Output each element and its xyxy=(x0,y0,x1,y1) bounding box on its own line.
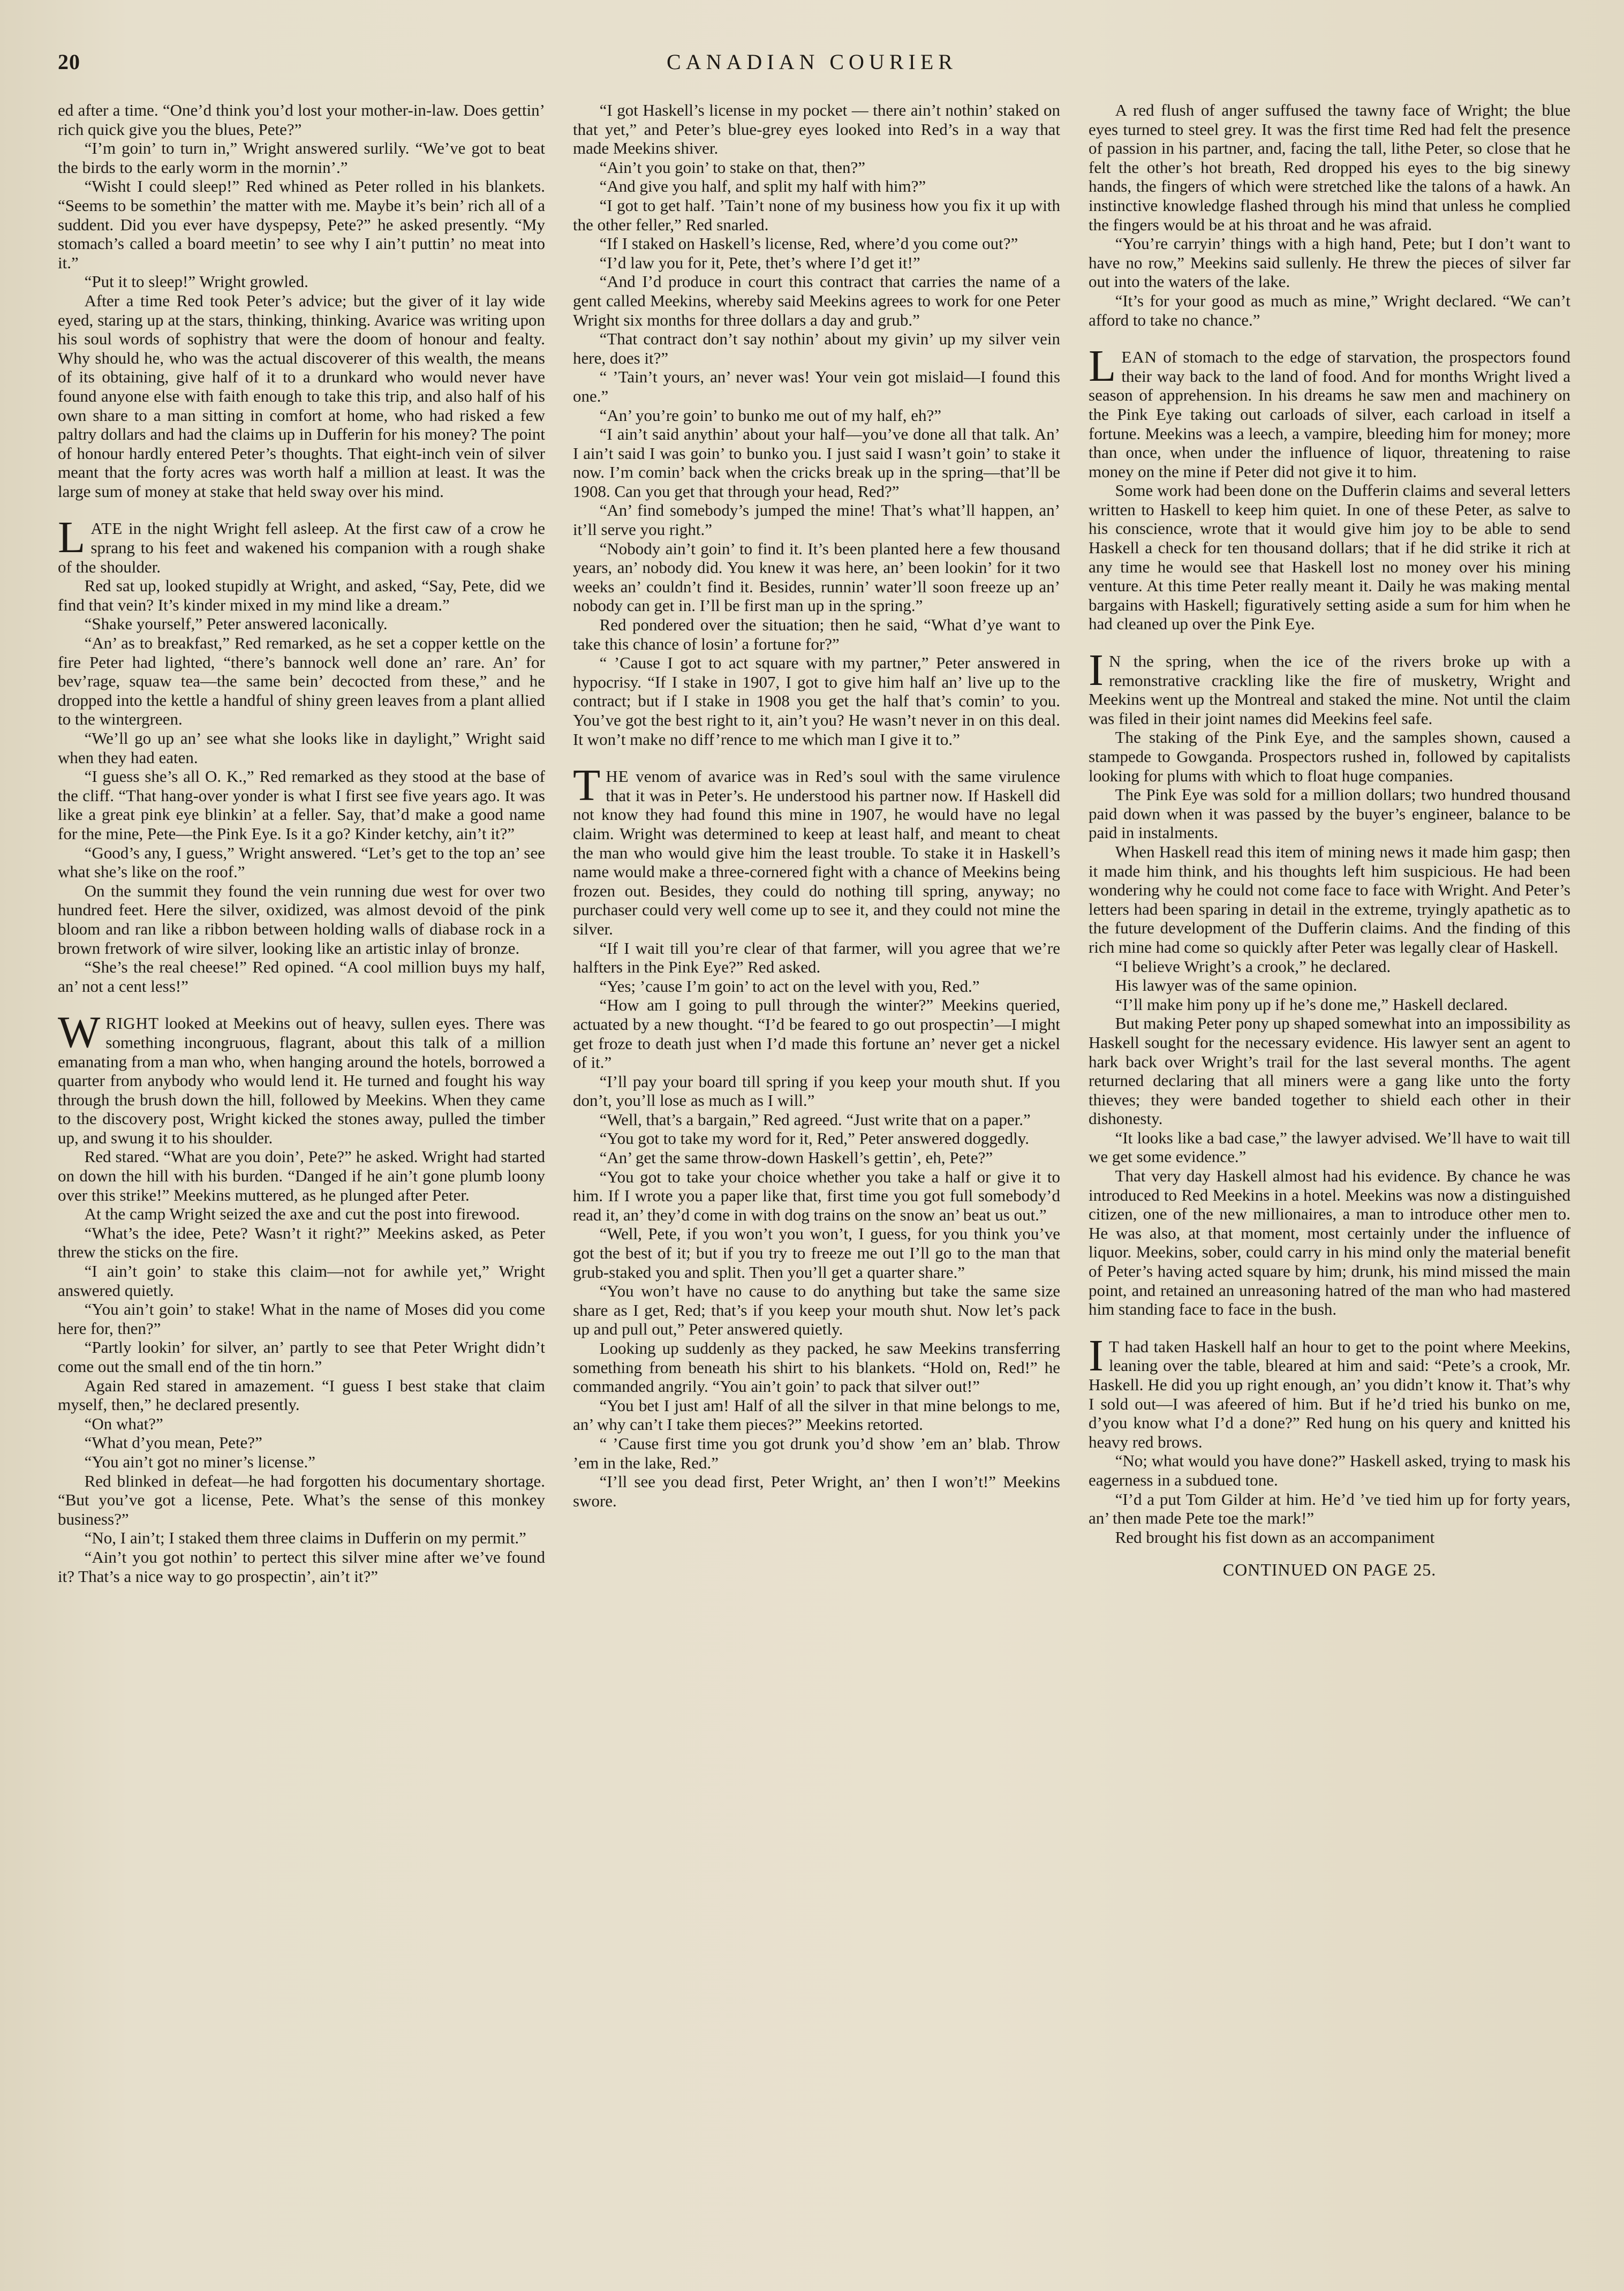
paragraph: “I’ll make him pony up if he’s done me,” Haskell declared. xyxy=(1115,994,1508,1014)
paragraph: “I ain’t goin’ to stake this claim—not for awhile yet,” Wright answered quietly. xyxy=(58,1262,545,1300)
section-opening xyxy=(1089,645,1570,728)
page-number: 20 xyxy=(58,50,80,74)
section-text: looked at Meekins out of heavy, sullen eyes. There was something incongruous, flagrant, about this talk of a million emanating from a man who, when hanging around the hotels, borrowed a quarter from anybody who would lend it. He turned and fought his way through the brush down the hill, followed by Meekins. When they came to the discovery post, Wright kicked the stones away, pulled the timber up, and swung it to his shoulder. xyxy=(58,1014,545,1147)
paragraph: “What d’you mean, Pete?” xyxy=(84,1433,262,1452)
lead-in: T xyxy=(1108,1337,1120,1356)
paragraph: That very day Haskell almost had his evidence. By chance he was introduced to Red Meekins in a hotel. Meekins was now a distinguished citizen, one of the new millionaires, a man to introduce other men to. He was also, at that moment, most certainly under the influence of liquor. Meekins, sober, could carry in his mind only the material benefit of Peter’s having acted square by him; drunk, his mind missed the main point, and retained an unreasoning hatred of the man who had mastered him standing face to face in the bush. xyxy=(1089,1166,1570,1319)
paragraph: “You ain’t got no miner’s license.” xyxy=(84,1452,315,1471)
paragraph: “Put it to sleep!” Wright growled. xyxy=(84,272,308,291)
section-text: venom of avarice was in Red’s soul with the same virulence that it was in Peter’s. He understood his partner now. If Haskell did not know they had found this mine in 1907, he would have no legal claim. Wright was determined to keep at least half, and meant to cheat the man who would give him the least trouble. To stake it in Haskell’s name would make a three-cornered fight with a chance of Meekins being frozen out. Besides, they could do nothing till spring, anyway; no purchaser could very well come up to see it, and they could not mine the silver. xyxy=(573,767,1060,938)
paragraph: “Well, Pete, if you won’t you won’t, I guess, for you think you’ve got the best of it; but if you try to freeze me out I’ll go to the man that grub-staked you and split. Then you’ll get a quarter share.” xyxy=(573,1224,1060,1282)
section-opening xyxy=(573,760,1060,938)
paragraph: “You got to take my word for it, Red,” Peter answered doggedly. xyxy=(599,1129,1029,1148)
drop-cap: I xyxy=(1089,645,1104,696)
paragraph: Again Red stared in amazement. “I guess I best stake that claim myself, then,” he declared presently. xyxy=(58,1376,545,1414)
paragraph: “Shake yourself,” Peter answered laconically. xyxy=(84,614,388,634)
section-text: the spring, when the ice of the rivers broke up with a remonstrative crackling like the fire of musketry, Wright and Meekins went up the Montreal and staked the mine. Not until the claim was filed in their joint names did Meekins feel safe. xyxy=(1089,652,1570,728)
paragraph: Some work had been done on the Dufferin claims and several letters written to Haskell to keep him quiet. In one of these Peter, as salve to his conscience, wrote that it would give him joy to be able to send Haskell a check for ten thousand dollars; that if he did strike it rich at any time he would see that Haskell lost no money over his mining venture. At this time Peter really meant it. Daily he was making mental bargains with Haskell; figuratively setting aside a sum for him when he had cleaned up over the Pink Eye. xyxy=(1089,481,1570,634)
paragraph: “I’m goin’ to turn in,” Wright answered surlily. “We’ve got to beat the birds to the early worm in the mornin’.” xyxy=(58,139,545,177)
paragraph: “An’ as to breakfast,” Red remarked, as he set a copper kettle on the fire Peter had lighted, “there’s bannock well done an’ rare. An’ for bev’rage, squaw tea—the same bein’ decocted from these,” and he dropped into the kettle a handful of shiny green leaves from a plant allied to the wintergreen. xyxy=(58,634,545,729)
section-opening xyxy=(58,513,545,576)
section-text: in the night Wright fell asleep. At the first caw of a crow he sprang to his feet and wakened his companion with a rough shake of the shoulder. xyxy=(58,519,545,576)
paragraph: “Good’s any, I guess,” Wright answered. “Let’s get to the top an’ see what she’s like on the roof.” xyxy=(58,843,545,881)
paragraph: On the summit they found the vein running due west for over two hundred feet. Here the silver, oxidized, was almost devoid of the pink bloom and ran like a ribbon between holding walls of diabase rock in a brown fretwork of wire silver, looking like an artistic inlay of bronze. xyxy=(58,881,545,958)
drop-cap: T xyxy=(573,760,601,811)
paragraph: But making Peter pony up shaped somewhat into an impossibility as Haskell sought for the necessary evidence. His lawyer sent an agent to hark back over Wright’s trail for the last several months. The agent returned declaring that all miners were a gang like unto the forty thieves; they were banded together to shield each other in their dishonesty. xyxy=(1089,1014,1570,1128)
section-opening xyxy=(1089,1330,1570,1452)
paragraph: The staking of the Pink Eye, and the samples shown, caused a stampede to Gowganda. Prospectors rushed in, followed by capitalists looking for plums with which to float huge companies. xyxy=(1089,728,1570,785)
paragraph: “I ain’t said anythin’ about your half—you’ve done all that talk. An’ I ain’t said I was goin’ to bunko you. I just said I wasn’t goin’ to stake it now. I’m comin’ back when the cricks break up in the spring—that’ll be 1908. Can you get that through your head, Red?” xyxy=(573,425,1060,501)
paragraph: “I guess she’s all O. K.,” Red remarked as they stood at the base of the cliff. “That hang-over yonder is what I first see five years ago. It was like a great pink eye blinkin’ at a feller. Say, that’d make a good name for the mine, Pete—the Pink Eye. Is it a go? Kinder ketchy, ain’t it?” xyxy=(58,767,545,843)
paragraph: “An’ you’re goin’ to bunko me out of my half, eh?” xyxy=(599,405,942,425)
paragraph: “ ’Cause I got to act square with my partner,” Peter answered in hypocrisy. “If I stake in 1907, I got to give him half an’ live up to the contract; but if I stake in 1908 you get the half that’s comin’ to you. You’ve got the best right to it, ain’t you? He wasn’t never in on this deal. It won’t make no diff’rence to me which man I give it to.” xyxy=(573,653,1060,749)
paragraph: “Well, that’s a bargain,” Red agreed. “Just write that on a paper.” xyxy=(599,1110,1031,1129)
paragraph: “You’re carryin’ things with a high hand, Pete; but I don’t want to have no row,” Meekins said sullenly. He threw the pieces of silver far out into the waters of the lake. xyxy=(1089,234,1570,291)
paragraph: When Haskell read this item of mining news it made him gasp; then it made him think, and his thoughts left him suspicious. He had been wondering why he could not come face to face with Wright. And Peter’s letters had been sparing in detail in the extreme, tryingly apathetic as to the future development of the Dufferin claims. And the finding of this rich mine had come so quickly after Peter was legally clear of Haskell. xyxy=(1089,842,1570,956)
paragraph: “Ain’t you goin’ to stake on that, then?” xyxy=(599,157,866,177)
paragraph: “Nobody ain’t goin’ to find it. It’s been planted here a few thousand years, an’ nobody did. You knew it was here, an’ been lookin’ for it two weeks an’ couldn’t find it. Besides, runnin’ water’ll soon freeze up an’ nobody can get in. I’ll be first man up in the spring.” xyxy=(573,539,1060,615)
paragraph: “And give you half, and split my half with him?” xyxy=(599,177,926,196)
paragraph: “No; what would you have done?” Haskell asked, trying to mask his eagerness in a subdued tone. xyxy=(1089,1451,1570,1489)
paragraph: “What’s the idee, Pete? Wasn’t it right?” Meekins asked, as Peter threw the sticks on the fire. xyxy=(58,1223,545,1262)
section-text: had taken Haskell half an hour to get to the point where Meekins, leaning over the table, bleared at him and said: “Pete’s a crook, Mr. Haskell. He did you up right enough, an’ you didn’t know it. That’s why I sold out—I was afeered of him. But if he’d tried his bunko on me, d’you know what I’d a done?” Red hung on his query and knitted his heavy red brows. xyxy=(1089,1337,1570,1451)
section-opening xyxy=(58,1007,545,1147)
drop-cap: I xyxy=(1089,1330,1104,1381)
paragraph: “Ain’t you got nothin’ to pertect this silver mine after we’ve found it? That’s a nice way to go prospectin’, ain’t it?” xyxy=(58,1547,545,1586)
lead-in: ATE xyxy=(90,519,123,538)
paragraph: Red stared. “What are you doin’, Pete?” he asked. Wright had started on down the hill with his burden. “Danged if he ain’t gone plumb loony over this strike!” Meekins muttered, as he plunged after Peter. xyxy=(58,1147,545,1204)
paragraph: “No, I ain’t; I staked them three claims in Dufferin on my permit.” xyxy=(84,1528,526,1548)
paragraph: “And I’d produce in court this contract that carries the name of a gent called Meekins, whereby said Meekins agrees to work for one Peter Wright six months for three dollars a day and grub.” xyxy=(573,272,1060,329)
paragraph: Red sat up, looked stupidly at Wright, and asked, “Say, Pete, did we find that vein? It’s kinder mixed in my mind like a dream.” xyxy=(58,576,545,614)
paragraph: “If I staked on Haskell’s license, Red, where’d you come out?” xyxy=(599,234,1018,253)
lead-in: HE xyxy=(606,767,629,786)
paragraph: “She’s the real cheese!” Red opined. “A cool million buys my half, an’ not a cent less!” xyxy=(58,958,545,996)
paragraph: At the camp Wright seized the axe and cut the post into firewood. xyxy=(84,1204,520,1224)
paragraph: Looking up suddenly as they packed, he saw Meekins transferring something from beneath his shirt to his blankets. “Hold on, Red!” he commanded angrily. “You ain’t goin’ to pack that silver out!” xyxy=(573,1339,1060,1396)
column-3 xyxy=(1089,101,1570,1580)
paragraph: “An’ get the same throw-down Haskell’s gettin’, eh, Pete?” xyxy=(599,1148,993,1167)
lead-in: EAN xyxy=(1121,348,1158,367)
lead-in: RIGHT xyxy=(105,1014,160,1033)
paragraph: “ ’Cause first time you got drunk you’d show ’em an’ blab. Throw ’em in the lake, Red.” xyxy=(573,1434,1060,1472)
section-text: of stomach to the edge of starvation, the prospectors found their way back to the land of food. And for months Wright lived a season of apprehension. In his dreams he saw men and machinery on the Pink Eye taking out carloads of silver, each carload in itself a fortune. Meekins was a leech, a vampire, bleeding him for money; more than once, when under the influence of liquor, threatening to raise money on the mine if Peter did not give it to him. xyxy=(1089,348,1570,481)
paragraph: “We’ll go up an’ see what she looks like in daylight,” Wright said when they had eaten. xyxy=(58,729,545,767)
paragraph: “That contract don’t say nothin’ about my givin’ up my silver vein here, does it?” xyxy=(573,329,1060,367)
paragraph: “An’ find somebody’s jumped the mine! That’s what’ll happen, an’ it’ll serve you right.” xyxy=(573,501,1060,539)
paragraph: “ ’Tain’t yours, an’ never was! Your vein got mislaid—I found this one.” xyxy=(573,367,1060,405)
paragraph: “You won’t have no cause to do anything but take the same size share as I get, Red; that’s if you keep your mouth shut. Now let’s pack up and pull out,” Peter answered quietly. xyxy=(573,1282,1060,1339)
paragraph: “I’d law you for it, Pete, thet’s where I’d get it!” xyxy=(599,253,920,272)
drop-cap: W xyxy=(58,1007,101,1058)
paragraph: “You got to take your choice whether you take a half or give it to him. If I wrote you a paper like that, first time you got full somebody’d read it, an’ they’d come in with dog trains on the snow an’ beat us out.” xyxy=(573,1167,1060,1224)
paragraph: Red brought his fist down as an accompaniment xyxy=(1115,1527,1435,1547)
continued-notice: CONTINUED ON PAGE 25. xyxy=(1222,1560,1437,1580)
paragraph: “Wisht I could sleep!” Red whined as Peter rolled in his blankets. “Seems to be somethin’ the matter with me. Maybe it’s bein’ rich all of a suddent. Did you ever have dyspepsy, Pete?” he asked presently. “My stomach’s called a board meetin’ to see why I ain’t puttin’ no meat into it.” xyxy=(58,177,545,272)
drop-cap: L xyxy=(1089,341,1116,391)
drop-cap: L xyxy=(58,513,86,563)
paragraph: “You ain’t goin’ to stake! What in the name of Moses did you come here for, then?” xyxy=(58,1300,545,1338)
paragraph: A red flush of anger suffused the tawny face of Wright; the blue eyes turned to steel grey. It was the first time Red had felt the presence of passion in his partner, and, facing the tall, lithe Peter, so close that he felt the other’s hot breath, Red dropped his eyes to the big sinewy hands, the fingers of which were stretched like the talons of a hawk. An instinctive knowledge flashed through his mind that unless he complied the fingers would be at his throat and he was afraid. xyxy=(1089,101,1570,234)
paragraph: After a time Red took Peter’s advice; but the giver of it lay wide eyed, staring up at the stars, thinking, thinking. Avarice was writing upon his soul words of sophistry that were the doom of honour and fealty. Why should he, who was the actual discoverer of this wealth, the means of its obtaining, give half of it to a drunkard who would never have found anyone else with faith enough to take this trip, and also half of his own share to a man sitting in comfort at home, who had risked a few paltry dollars and had the claims up in Dufferin for his money? The point of honour hardly entered Peter’s thoughts. That eight-inch vein of silver meant that the forty acres was worth half a million at least. It was the large sum of money at stake that held sway over his mind. xyxy=(58,291,545,501)
page-header xyxy=(0,49,1624,81)
paragraph: “It looks like a bad case,” the lawyer advised. We’ll have to wait till we get some evidence.” xyxy=(1089,1128,1570,1166)
paragraph: “Partly lookin’ for silver, an’ partly to see that Peter Wright didn’t come out the small end of the tin horn.” xyxy=(58,1338,545,1376)
paragraph: “I got Haskell’s license in my pocket — there ain’t nothin’ staked on that yet,” and Peter’s blue-grey eyes looked into Red’s in a way that made Meekins shiver. xyxy=(573,101,1060,158)
paragraph: “I’ll pay your board till spring if you keep your mouth shut. If you don’t, you’ll lose as much as I will.” xyxy=(573,1072,1060,1110)
column-2 xyxy=(573,101,1060,1510)
paragraph: Red blinked in defeat—he had forgotten his documentary shortage. “But you’ve got a license, Pete. What’s the sense of this monkey business?” xyxy=(58,1471,545,1528)
paragraph: “It’s for your good as much as mine,” Wright declared. “We can’t afford to take no chance.” xyxy=(1089,291,1570,329)
paragraph: “I believe Wright’s a crook,” he declared. xyxy=(1115,956,1391,976)
paragraph: The Pink Eye was sold for a million dollars; two hundred thousand paid down when it was passed by the buyer’s engineer, balance to be paid in instalments. xyxy=(1089,785,1570,842)
column-1 xyxy=(58,101,545,1586)
paragraph: “How am I going to pull through the winter?” Meekins queried, actuated by a new thought. “I’d be feared to go out prospectin’—I might get froze to death just when I’d made this fortune an’ never get a nickel of it.” xyxy=(573,996,1060,1072)
paragraph: Red pondered over the situation; then he said, “What d’ye want to take this chance of losin’ a fortune for?” xyxy=(573,615,1060,653)
running-head: CANADIAN COURIER xyxy=(667,50,957,74)
paragraph: ed after a time. “One’d think you’d lost your mother-in-law. Does gettin’ rich quick give you the blues, Pete?” xyxy=(58,101,545,139)
section-opening xyxy=(1089,341,1570,481)
paragraph: His lawyer was of the same opinion. xyxy=(1115,976,1357,995)
paragraph: “You bet I just am! Half of all the silver in that mine belongs to me, an’ why can’t I take them pieces?” Meekins retorted. xyxy=(573,1396,1060,1434)
lead-in: N xyxy=(1108,652,1122,671)
paragraph: “I got to get half. ’Tain’t none of my business how you fix it up with the other feller,” Red snarled. xyxy=(573,195,1060,234)
paragraph: “I’d a put Tom Gilder at him. He’d ’ve tied him up for forty years, an’ then made Pete toe the mark!” xyxy=(1089,1489,1570,1528)
paragraph: “Yes; ’cause I’m goin’ to act on the level with you, Red.” xyxy=(599,976,980,996)
paragraph: “If I wait till you’re clear of that farmer, will you agree that we’re halfters in the Pink Eye?” Red asked. xyxy=(573,938,1060,977)
paragraph: “On what?” xyxy=(84,1414,163,1433)
paragraph: “I’ll see you dead first, Peter Wright, an’ then I won’t!” Meekins swore. xyxy=(573,1472,1060,1510)
